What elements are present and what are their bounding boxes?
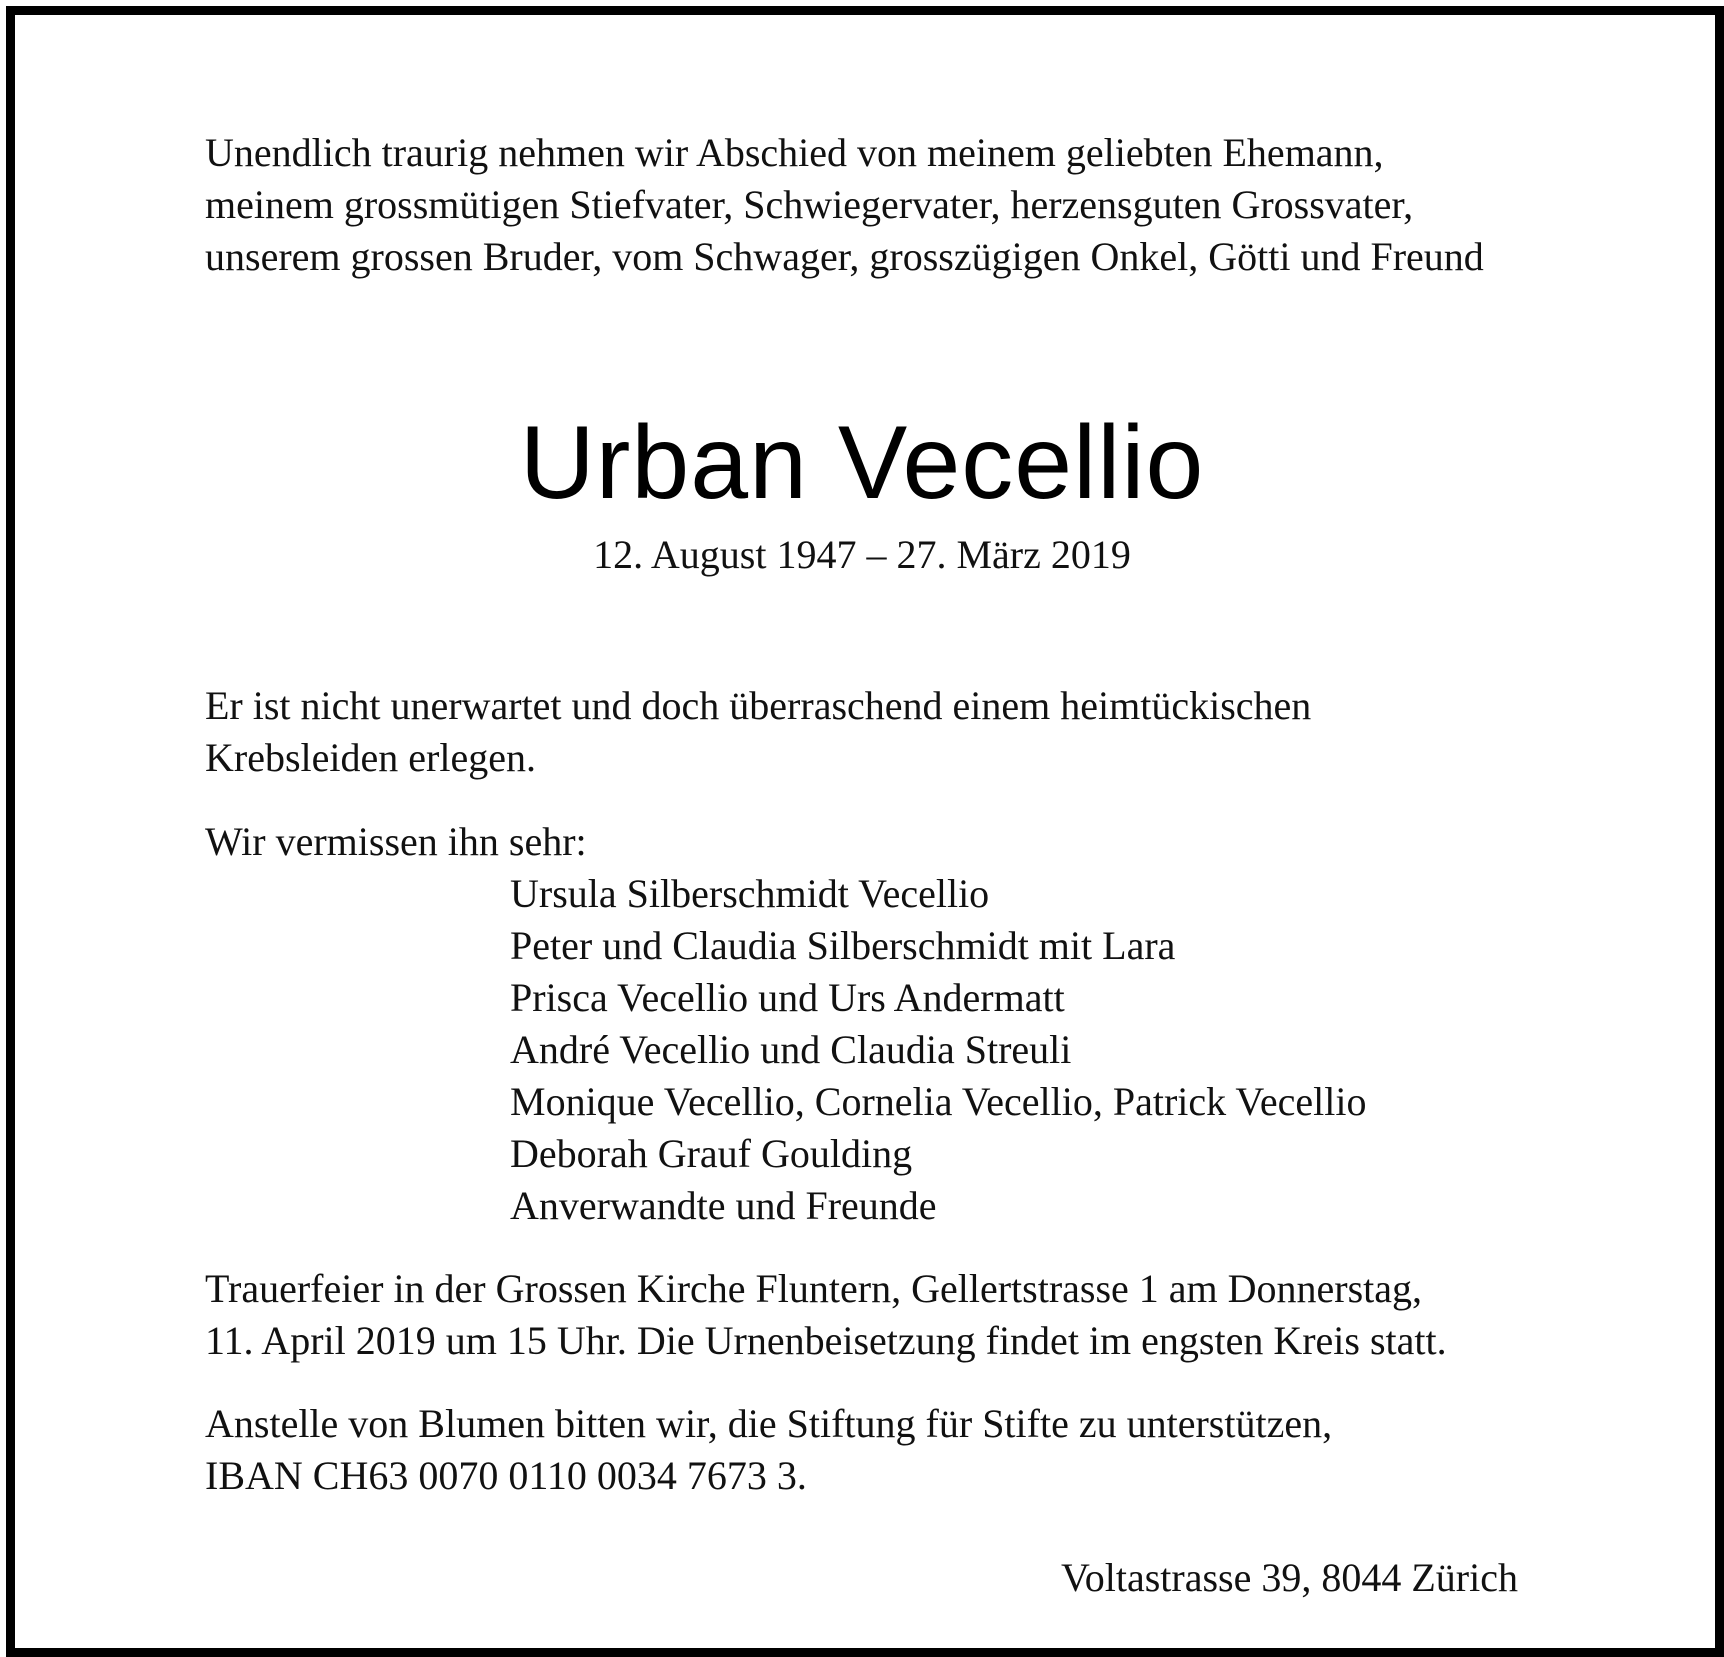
deceased-name: Urban Vecellio	[519, 405, 1205, 521]
address: Voltastrasse 39, 8044 Zürich	[1061, 1555, 1518, 1600]
life-dates: 12. August 1947 – 27. März 2019	[593, 532, 1131, 577]
service-line: 11. April 2019 um 15 Uhr. Die Urnenbeisetzung findet im engsten Kreis statt.	[205, 1318, 1447, 1363]
mourner-name: André Vecellio und Claudia Streuli	[510, 1027, 1072, 1072]
intro-line: unserem grossen Bruder, vom Schwager, grosszügigen Onkel, Götti und Freund	[205, 234, 1484, 279]
mourner-name: Monique Vecellio, Cornelia Vecellio, Patrick Vecellio	[510, 1079, 1367, 1124]
mourner-name: Peter und Claudia Silberschmidt mit Lara	[510, 923, 1176, 968]
mourner-name: Anverwandte und Freunde	[510, 1183, 937, 1228]
mourner-name: Ursula Silberschmidt Vecellio	[510, 871, 990, 916]
cause-of-death-text	[205, 680, 1311, 784]
intro-line: meinem grossmütigen Stiefvater, Schwiegervater, herzensguten Grossvater,	[205, 182, 1414, 227]
intro-text	[205, 127, 1655, 283]
service-line: Trauerfeier in der Grossen Kirche Fluntern, Gellertstrasse 1 am Donnerstag,	[205, 1266, 1423, 1311]
cause-line: Krebsleiden erlegen.	[205, 735, 536, 780]
mourner-name: Deborah Grauf Goulding	[510, 1131, 913, 1176]
donation-line: Anstelle von Blumen bitten wir, die Stiftung für Stifte zu unterstützen,	[205, 1401, 1333, 1446]
mourner-name: Prisca Vecellio und Urs Andermatt	[510, 975, 1065, 1020]
intro-line: Unendlich traurig nehmen wir Abschied von meinem geliebten Ehemann,	[205, 130, 1384, 175]
donation-text	[205, 1398, 1332, 1502]
cause-line: Er ist nicht unerwartet und doch überraschend einem heimtückischen	[205, 683, 1312, 728]
mourners-heading: Wir vermissen ihn sehr:	[205, 819, 587, 864]
funeral-service-text	[205, 1263, 1447, 1367]
mourners-list	[510, 868, 1366, 1232]
iban-line: IBAN CH63 0070 0110 0034 7673 3.	[205, 1453, 807, 1498]
